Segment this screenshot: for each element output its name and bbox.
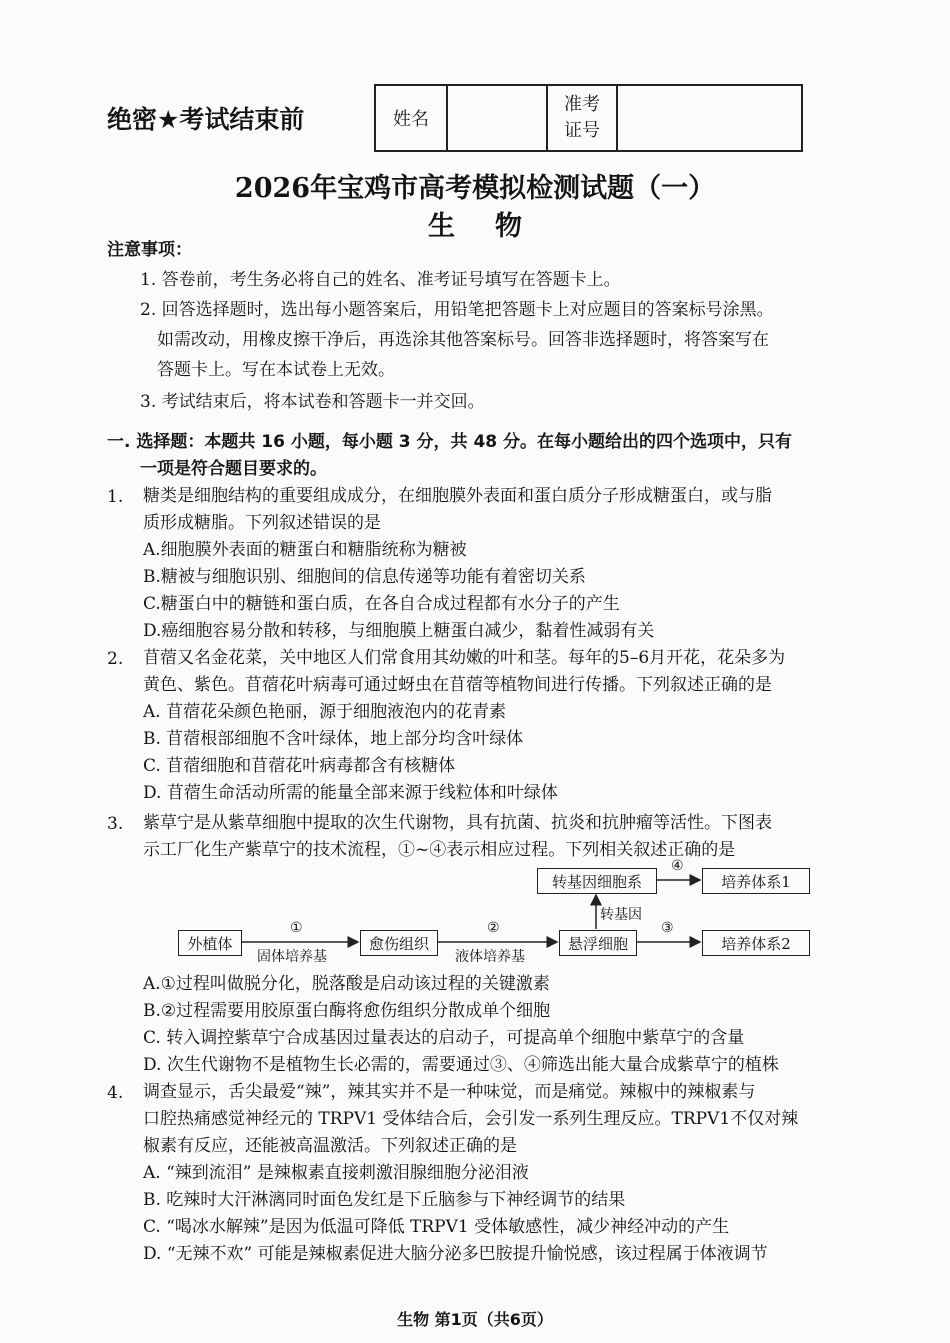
option-d: D. 次生代谢物不是植物生长必需的，需要通过③、④筛选出能大量合成紫草宁的植株: [143, 1055, 779, 1075]
note-line: 如需改动，用橡皮擦干净后，再选涂其他答案标号。回答非选择题时，将答案写在: [157, 330, 769, 350]
step2-mark: ②: [487, 920, 500, 936]
option-b: B. 吃辣时大汗淋漓同时面色发红是下丘脑参与下神经调节的结果: [143, 1190, 626, 1210]
question-stem: 调查显示，舌尖最爱“辣”，辣其实并不是一种味觉，而是痛觉。辣椒中的辣椒素与: [143, 1082, 756, 1102]
note-line: 3. 考试结束后，将本试卷和答题卡一并交回。: [140, 392, 485, 412]
question-stem: 椒素有反应，还能被高温激活。下列叙述正确的是: [143, 1136, 517, 1156]
page-footer: 生物 第1页（共6页）: [397, 1310, 553, 1329]
option-c: C. 转入调控紫草宁合成基因过量表达的启动子，可提高单个细胞中紫草宁的含量: [143, 1028, 745, 1048]
note-line: 2. 回答选择题时，选出每小题答案后，用铅笔把答题卡上对应题目的答案标号涂黑。: [140, 300, 774, 320]
question-stem: 质形成糖脂。下列叙述错误的是: [143, 513, 381, 533]
exam-title: 2026年宝鸡市高考模拟检测试题（一）: [234, 173, 716, 204]
question-number: 2.: [107, 649, 124, 669]
note-line: 1. 答卷前，考生务必将自己的姓名、准考证号填写在答题卡上。: [140, 270, 621, 290]
option-d: D.癌细胞容易分散和转移，与细胞膜上糖蛋白减少，黏着性减弱有关: [143, 621, 655, 641]
option-a: A. “辣到流泪” 是辣椒素直接刺激泪腺细胞分泌泪液: [143, 1163, 529, 1183]
culture1-box: 培养体系1: [702, 868, 810, 894]
question-number: 3.: [107, 814, 124, 834]
question-stem: 黄色、紫色。苜蓿花叶病毒可通过蚜虫在苜蓿等植物间进行传播。下列叙述正确的是: [143, 675, 772, 695]
subject-title: 生物: [428, 211, 562, 242]
question-stem: 紫草宁是从紫草细胞中提取的次生代谢物，具有抗菌、抗炎和抗肿瘤等活性。下图表: [143, 813, 772, 833]
name-label: 姓名: [376, 86, 448, 150]
option-a: A.①过程叫做脱分化，脱落酸是启动该过程的关键激素: [143, 974, 550, 994]
option-b: B. 苜蓿根部细胞不含叶绿体，地上部分均含叶绿体: [143, 729, 524, 749]
option-d: D. 苜蓿生命活动所需的能量全部来源于线粒体和叶绿体: [143, 783, 558, 803]
step1-label: 固体培养基: [257, 949, 327, 965]
transgenic-box: 转基因细胞系: [537, 868, 657, 894]
suspension-box: 悬浮细胞: [559, 930, 637, 956]
option-b: B.②过程需要用胶原蛋白酶将愈伤组织分散成单个细胞: [143, 1001, 551, 1021]
option-a: A. 苜蓿花朵颜色艳丽，源于细胞液泡内的花青素: [143, 702, 507, 722]
transgene-label: 转基因: [600, 907, 642, 923]
option-b: B.糖被与细胞识别、细胞间的信息传递等功能有着密切关系: [143, 567, 586, 587]
section-heading-cont: 一项是符合题目要求的。: [140, 459, 327, 479]
step2-label: 液体培养基: [455, 949, 525, 965]
section-heading: 一. 选择题：本题共 16 小题，每小题 3 分，共 48 分。在每小题给出的四个选项中，只有: [107, 432, 793, 452]
question-stem: 示工厂化生产紫草宁的技术流程，①~④表示相应过程。下列相关叙述正确的是: [143, 840, 736, 860]
notes-heading: 注意事项：: [107, 240, 192, 260]
option-d: D. “无辣不欢” 可能是辣椒素促进大脑分泌多巴胺提升愉悦感，该过程属于体液调节: [143, 1244, 768, 1264]
question-stem: 苜蓿又名金花菜，关中地区人们常食用其幼嫩的叶和茎。每年的5–6月开花，花朵多为: [143, 648, 786, 668]
note-line: 答题卡上。写在本试卷上无效。: [157, 360, 395, 380]
option-c: C. 苜蓿细胞和苜蓿花叶病毒都含有核糖体: [143, 756, 456, 776]
question-stem: 口腔热痛感觉神经元的 TRPV1 受体结合后，会引发一系列生理反应。TRPV1不仅对辣: [143, 1109, 799, 1129]
confidential-mark: 绝密★考试结束前: [107, 105, 305, 134]
id-label: 准考 证号: [548, 86, 618, 150]
question-number: 1.: [107, 487, 124, 507]
question-stem: 糖类是细胞结构的重要组成成分，在细胞膜外表面和蛋白质分子形成糖蛋白，或与脂: [143, 486, 772, 506]
callus-box: 愈伤组织: [360, 930, 438, 956]
step3-mark: ③: [661, 920, 674, 936]
step4-mark: ④: [671, 858, 684, 874]
explant-box: 外植体: [178, 930, 242, 956]
option-c: C. “喝冰水解辣”是因为低温可降低 TRPV1 受体敏感性，减少神经冲动的产生: [143, 1217, 730, 1237]
step1-mark: ①: [290, 920, 303, 936]
culture2-box: 培养体系2: [702, 930, 810, 956]
question-number: 4.: [107, 1083, 124, 1103]
option-c: C.糖蛋白中的糖链和蛋白质，在各自合成过程都有水分子的产生: [143, 594, 620, 614]
option-a: A.细胞膜外表面的糖蛋白和糖脂统称为糖被: [143, 540, 467, 560]
